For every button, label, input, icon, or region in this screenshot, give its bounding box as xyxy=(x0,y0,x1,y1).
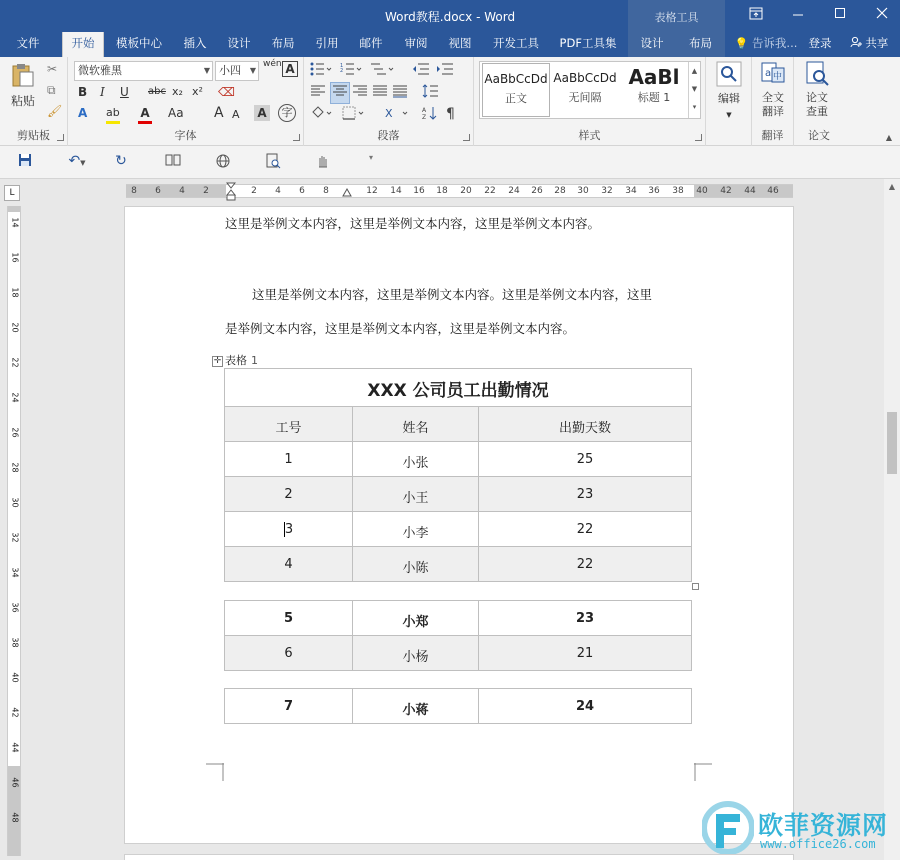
ruler-tick-label: 16 xyxy=(413,186,425,196)
table-cell[interactable]: 小王 xyxy=(353,477,479,512)
ruler-tick-label: 18 xyxy=(436,186,448,196)
tab-selector[interactable] xyxy=(4,185,20,201)
redo-button[interactable] xyxy=(110,153,132,171)
svg-text:中: 中 xyxy=(773,72,783,82)
scissors-icon: ✂ xyxy=(47,62,58,76)
text-effects-button[interactable] xyxy=(78,105,87,121)
top-margin-area xyxy=(8,206,20,212)
undo-button[interactable] xyxy=(62,153,92,171)
table-header-row xyxy=(225,407,692,442)
horizontal-ruler[interactable] xyxy=(126,184,793,198)
svg-text:1: 1 xyxy=(340,63,344,69)
paste-label: 粘贴 xyxy=(10,94,35,108)
ruler-tick-label: 34 xyxy=(10,567,20,578)
align-left-icon xyxy=(310,84,326,98)
ruler-tick-label: 6 xyxy=(299,186,305,196)
table-row xyxy=(225,512,692,547)
ruler-tick-label: 2 xyxy=(203,186,209,196)
svg-text:Z: Z xyxy=(422,114,427,120)
ruler-tick-label: 32 xyxy=(10,532,20,543)
header-cell-name[interactable]: 姓名 xyxy=(353,407,479,442)
highlighter-icon: ab xyxy=(106,106,120,119)
sort-button[interactable] xyxy=(422,106,438,124)
cut-button[interactable] xyxy=(47,61,57,77)
font-launcher[interactable] xyxy=(293,134,300,141)
tab-mailings[interactable]: 邮件 xyxy=(359,36,383,50)
ruler-tick-label: 24 xyxy=(10,392,20,403)
lightbulb-icon: 💡 xyxy=(734,37,749,50)
copy-button[interactable] xyxy=(47,82,56,98)
translate-group xyxy=(752,57,794,146)
pilcrow-icon: ¶ xyxy=(446,106,455,122)
style-name: 正文 xyxy=(505,92,527,105)
table-cell[interactable]: 小郑 xyxy=(353,601,479,636)
enclose-char-icon: 字 xyxy=(281,106,293,119)
tell-me-box[interactable] xyxy=(733,32,799,57)
clear-formatting-button[interactable] xyxy=(218,84,235,100)
change-case-button[interactable]: Aa xyxy=(168,106,184,120)
chevron-down-icon: ▼ xyxy=(249,66,256,75)
preview-icon xyxy=(265,153,281,169)
subscript-button[interactable]: x₂ xyxy=(172,85,183,98)
align-right-button[interactable] xyxy=(352,84,368,102)
ruler-tick-label: 46 xyxy=(10,777,20,788)
paragraph-group-label: 段落 xyxy=(377,129,400,142)
translate-icon xyxy=(760,61,786,87)
justify-button[interactable] xyxy=(372,84,388,102)
tab-stop-icon: L xyxy=(9,188,15,198)
vertical-scrollbar[interactable] xyxy=(884,179,900,860)
ruler-tick-label: 4 xyxy=(179,186,185,196)
ruler-tick-label: 44 xyxy=(744,186,756,196)
undo-icon: ↶ xyxy=(68,153,81,169)
align-center-icon xyxy=(332,84,348,98)
print-preview-button[interactable] xyxy=(262,153,284,171)
line-spacing-button[interactable] xyxy=(422,84,444,102)
login-link[interactable]: 登录 xyxy=(808,36,832,50)
table-cell[interactable]: 4 xyxy=(225,547,353,582)
customize-qat-button[interactable] xyxy=(360,153,382,171)
clipboard-group xyxy=(0,57,68,146)
svg-text:X: X xyxy=(385,107,393,120)
style-sample: AaBl xyxy=(628,65,680,89)
header-cell-id[interactable]: 工号 xyxy=(225,407,353,442)
character-border-button[interactable]: A xyxy=(282,61,298,77)
table-cell[interactable]: 2 xyxy=(225,477,353,512)
font-size-value: 小四 xyxy=(219,64,241,77)
strikethrough-button[interactable]: abc xyxy=(148,86,166,97)
ribbon xyxy=(0,57,900,146)
table-row xyxy=(225,636,692,671)
quick-access-toolbar xyxy=(0,146,900,179)
bullets-button[interactable] xyxy=(310,62,332,80)
tab-pdf-tools[interactable]: PDF工具集 xyxy=(559,36,617,50)
table-title-cell[interactable]: XXX 公司员工出勤情况 xyxy=(225,369,692,407)
paper-group xyxy=(794,57,844,146)
ruler-tick-label: 38 xyxy=(672,186,684,196)
char-shading-icon: A xyxy=(257,106,267,120)
ruler-tick-label: 26 xyxy=(531,186,543,196)
redo-icon: ↻ xyxy=(115,153,127,169)
table-cell[interactable]: 1 xyxy=(225,442,353,477)
enclose-char-button[interactable] xyxy=(278,104,296,122)
sort-icon xyxy=(422,106,438,120)
ruler-tick-label: 4 xyxy=(275,186,281,196)
table-cell[interactable]: 6 xyxy=(225,636,353,671)
styles-group-label: 样式 xyxy=(578,129,601,142)
paragraph-2-line-2[interactable]: 是举例文本内容，这里是举例文本内容，这里是举例文本内容。 xyxy=(225,321,576,336)
superscript-button[interactable]: x² xyxy=(192,85,203,98)
align-left-button[interactable] xyxy=(310,84,326,102)
read-mode-button[interactable] xyxy=(162,153,184,171)
multilevel-list-icon xyxy=(370,62,394,76)
ruler-tick-label: 22 xyxy=(10,357,20,368)
char-shading-button[interactable] xyxy=(254,105,270,121)
italic-button[interactable]: I xyxy=(100,85,105,99)
grow-font-button[interactable]: A xyxy=(214,105,224,121)
align-center-button[interactable] xyxy=(330,82,350,104)
vertical-ruler[interactable] xyxy=(7,206,21,856)
ruler-tick-label: 18 xyxy=(10,287,20,298)
ruler-tick-label: 34 xyxy=(625,186,637,196)
clipboard-launcher[interactable] xyxy=(57,134,64,141)
watermark-brand: 欧菲资源网 xyxy=(758,811,889,840)
line-spacing-icon xyxy=(422,84,444,98)
minimize-button[interactable] xyxy=(776,0,820,32)
table-cell[interactable]: 22 xyxy=(479,547,692,582)
paragraph-1[interactable]: 这里是举例文本内容，这里是举例文本内容，这里是举例文本内容。 xyxy=(225,216,601,231)
editing-label: 编辑 xyxy=(718,92,740,105)
paragraph-launcher[interactable] xyxy=(463,134,470,141)
ruler-tick-label: 24 xyxy=(508,186,520,196)
document-search-icon xyxy=(804,61,830,87)
caption-label: 表格 xyxy=(225,354,247,367)
table-cell[interactable]: 小杨 xyxy=(353,636,479,671)
watermark xyxy=(700,800,900,860)
align-right-icon xyxy=(352,84,368,98)
decrease-indent-icon xyxy=(412,62,430,76)
table-row xyxy=(225,547,692,582)
phonetic-icon: wén xyxy=(263,59,282,69)
ribbon-tab-bar xyxy=(0,32,900,57)
table-move-handle[interactable] xyxy=(212,356,223,367)
decrease-indent-button[interactable] xyxy=(412,62,430,80)
globe-icon xyxy=(215,153,231,169)
styles-gallery xyxy=(479,61,701,119)
collapse-ribbon-button[interactable]: ▲ xyxy=(885,133,892,142)
table-cell[interactable]: 23 xyxy=(479,477,692,512)
clipboard-icon xyxy=(9,61,37,89)
ruler-tick-label: 20 xyxy=(10,322,20,333)
ruler-tick-label: 28 xyxy=(10,462,20,473)
font-group xyxy=(68,57,304,146)
ruler-tick-label: 36 xyxy=(648,186,660,196)
ruler-tick-label: 8 xyxy=(131,186,137,196)
left-margin-area xyxy=(126,185,226,197)
page-corner-mark-right xyxy=(694,763,712,781)
attendance-table xyxy=(224,368,692,582)
svg-text:a: a xyxy=(765,68,772,79)
ruler-tick-label: 36 xyxy=(10,602,20,613)
ruler-tick-label: 20 xyxy=(460,186,472,196)
chevron-down-icon: ▼ xyxy=(80,159,86,167)
highlight-button[interactable] xyxy=(106,105,120,124)
tab-home[interactable]: 开始 xyxy=(62,32,104,57)
share-label: 共享 xyxy=(865,36,889,50)
title-bar xyxy=(0,0,900,32)
increase-indent-button[interactable] xyxy=(436,62,454,80)
style-name: 标题 1 xyxy=(637,91,671,104)
ruler-tick-label: 42 xyxy=(10,707,20,718)
window-title: Word教程.docx - Word xyxy=(384,10,516,24)
save-button[interactable] xyxy=(14,153,36,171)
font-size-combo[interactable] xyxy=(215,61,259,81)
table-cell[interactable]: 5 xyxy=(225,601,353,636)
chinese-layout-icon xyxy=(384,106,408,120)
table-resize-handle[interactable] xyxy=(692,583,699,590)
multilevel-list-button[interactable] xyxy=(370,62,394,80)
table-row xyxy=(225,689,692,724)
borders-button[interactable] xyxy=(342,106,364,124)
ruler-tick-label: 48 xyxy=(10,812,20,823)
style-no-spacing[interactable] xyxy=(551,63,619,117)
borders-icon xyxy=(342,106,364,120)
scroll-up-button[interactable] xyxy=(884,179,900,195)
tab-view[interactable]: 视图 xyxy=(448,36,472,50)
font-color-icon: A xyxy=(140,106,150,120)
eraser-icon: ⌫ xyxy=(218,85,235,99)
ruler-tick-label: 16 xyxy=(10,252,20,263)
table-cell[interactable]: 21 xyxy=(479,636,692,671)
style-normal[interactable] xyxy=(482,63,550,117)
font-color-button[interactable] xyxy=(138,105,152,124)
ruler-tick-label: 12 xyxy=(366,186,378,196)
paper-group-label: 论文 xyxy=(808,129,830,142)
ruler-tick-label: 40 xyxy=(10,672,20,683)
watermark-url: www.office26.com xyxy=(760,837,876,851)
book-icon xyxy=(165,153,181,167)
phonetic-guide-button[interactable] xyxy=(263,59,282,69)
text-effects-icon: A xyxy=(78,106,88,120)
svg-text:A: A xyxy=(422,107,427,114)
ruler-tick-label: 30 xyxy=(577,186,589,196)
maximize-button[interactable] xyxy=(818,0,862,32)
tab-table-layout[interactable]: 布局 xyxy=(676,32,725,57)
tab-file[interactable]: 文件 xyxy=(16,36,40,50)
save-icon xyxy=(18,153,32,167)
tab-developer[interactable]: 开发工具 xyxy=(493,36,539,50)
table-cell[interactable]: 25 xyxy=(479,442,692,477)
full-text-translate-label: 全文翻译 xyxy=(762,91,784,118)
ruler-tick-label: 14 xyxy=(10,217,20,228)
ruler-tick-label: 14 xyxy=(390,186,402,196)
ribbon-display-options-button[interactable] xyxy=(734,0,778,32)
paint-bucket-icon xyxy=(310,106,332,120)
style-name: 无间隔 xyxy=(568,91,602,104)
font-name-combo[interactable] xyxy=(74,61,213,81)
tab-insert[interactable]: 插入 xyxy=(183,36,207,50)
move-icon: ✛ xyxy=(213,356,222,366)
person-icon xyxy=(850,36,866,50)
justify-icon xyxy=(372,84,388,98)
numbered-list-icon xyxy=(340,62,362,76)
table-row xyxy=(225,601,692,636)
clipboard-group-label: 剪贴板 xyxy=(17,129,50,142)
left-indent-marker[interactable] xyxy=(226,182,236,205)
ruler-tick-label: 42 xyxy=(720,186,732,196)
ruler-tick-label: 22 xyxy=(484,186,496,196)
share-button[interactable] xyxy=(841,32,897,57)
shrink-font-button[interactable]: A xyxy=(232,108,240,121)
style-sample: AaBbCcDd xyxy=(484,72,548,86)
touch-mode-button[interactable] xyxy=(312,153,334,171)
chevron-down-icon: ▼ xyxy=(726,111,732,119)
format-painter-button[interactable] xyxy=(47,103,62,119)
column-marker[interactable] xyxy=(342,187,352,200)
office26-logo-icon xyxy=(702,800,754,854)
copy-icon: ⧉ xyxy=(47,83,56,97)
ruler-tick-label: 44 xyxy=(10,742,20,753)
bold-button[interactable]: B xyxy=(78,85,88,99)
shading-button[interactable] xyxy=(310,106,332,124)
underline-button[interactable]: U xyxy=(120,85,129,99)
tab-layout[interactable]: 布局 xyxy=(271,36,295,50)
caption-number: 1 xyxy=(251,354,258,367)
table-cell[interactable]: 7 xyxy=(225,689,353,724)
tab-design[interactable]: 设计 xyxy=(227,36,251,50)
web-layout-button[interactable] xyxy=(212,153,234,171)
paste-button[interactable] xyxy=(6,61,40,109)
paragraph-2-line-1[interactable]: 这里是举例文本内容，这里是举例文本内容。这里是举例文本内容，这里 xyxy=(252,287,653,302)
attendance-table-part-2 xyxy=(224,600,692,671)
distributed-icon xyxy=(392,84,408,98)
tab-template-center[interactable]: 模板中心 xyxy=(116,36,162,50)
styles-scroll[interactable]: ▲ ▼ ▾ xyxy=(688,62,700,118)
table-cell[interactable]: 小张 xyxy=(353,442,479,477)
increase-indent-icon xyxy=(436,62,454,76)
tab-references[interactable]: 引用 xyxy=(315,36,339,50)
tab-table-design[interactable]: 设计 xyxy=(628,32,676,57)
chevron-down-icon: ▾ xyxy=(368,153,373,162)
brush-icon: 🖌 xyxy=(47,104,63,118)
table-row xyxy=(225,442,692,477)
table-tools-header: 表格工具 xyxy=(628,0,725,32)
ruler-tick-label: 30 xyxy=(10,497,20,508)
table-row xyxy=(225,477,692,512)
next-document-page xyxy=(124,854,794,860)
style-sample: AaBbCcDd xyxy=(553,71,617,85)
editing-button[interactable] xyxy=(712,61,746,123)
translate-group-label: 翻译 xyxy=(761,129,784,142)
table-cell[interactable]: 23 xyxy=(479,601,692,636)
table-cell-with-cursor[interactable] xyxy=(225,512,353,547)
scroll-thumb[interactable] xyxy=(887,412,897,474)
close-button[interactable] xyxy=(860,0,900,32)
hand-icon xyxy=(315,153,331,169)
full-text-translate-button[interactable] xyxy=(756,61,790,119)
numbering-button[interactable] xyxy=(340,62,362,80)
search-icon xyxy=(716,61,742,87)
table-cell[interactable]: 小陈 xyxy=(353,547,479,582)
ruler-tick-label: 26 xyxy=(10,427,20,438)
ruler-tick-label: 46 xyxy=(767,186,779,196)
ruler-tick-label: 2 xyxy=(251,186,257,196)
ruler-tick-label: 32 xyxy=(601,186,613,196)
styles-launcher[interactable] xyxy=(695,134,702,141)
ruler-tick-label: 28 xyxy=(554,186,566,196)
ruler-tick-label: 40 xyxy=(696,186,708,196)
table-caption[interactable] xyxy=(225,352,258,368)
table-cell[interactable]: 22 xyxy=(479,512,692,547)
editing-group xyxy=(706,57,752,146)
ruler-tick-label: 6 xyxy=(155,186,161,196)
show-marks-button[interactable] xyxy=(446,106,455,122)
style-heading-1[interactable] xyxy=(620,63,688,117)
font-group-label: 字体 xyxy=(174,129,197,142)
paper-check-button[interactable] xyxy=(800,61,834,119)
distributed-button[interactable] xyxy=(392,84,408,102)
font-name-value: 微软雅黑 xyxy=(78,64,122,77)
tell-me-text: 告诉我... xyxy=(751,36,798,50)
chevron-up-icon: ▲ xyxy=(888,182,896,191)
page-corner-mark-left xyxy=(206,763,224,781)
paper-check-label: 论文查重 xyxy=(806,91,828,118)
chinese-layout-button[interactable] xyxy=(384,106,408,124)
header-cell-days[interactable]: 出勤天数 xyxy=(479,407,692,442)
chevron-down-icon: ▼ xyxy=(203,66,210,75)
table-cell[interactable]: 小蒋 xyxy=(353,689,479,724)
svg-text:2: 2 xyxy=(340,68,344,74)
table-cell[interactable]: 小李 xyxy=(353,512,479,547)
ruler-tick-label: 38 xyxy=(10,637,20,648)
bullet-list-icon xyxy=(310,62,332,76)
attendance-table-part-3 xyxy=(224,688,692,724)
table-title-row xyxy=(225,369,692,407)
tab-review[interactable]: 审阅 xyxy=(404,36,428,50)
paragraph-group xyxy=(304,57,474,146)
table-cell[interactable]: 24 xyxy=(479,689,692,724)
ruler-tick-label: 8 xyxy=(323,186,329,196)
table-cell-text: 3 xyxy=(284,522,294,537)
